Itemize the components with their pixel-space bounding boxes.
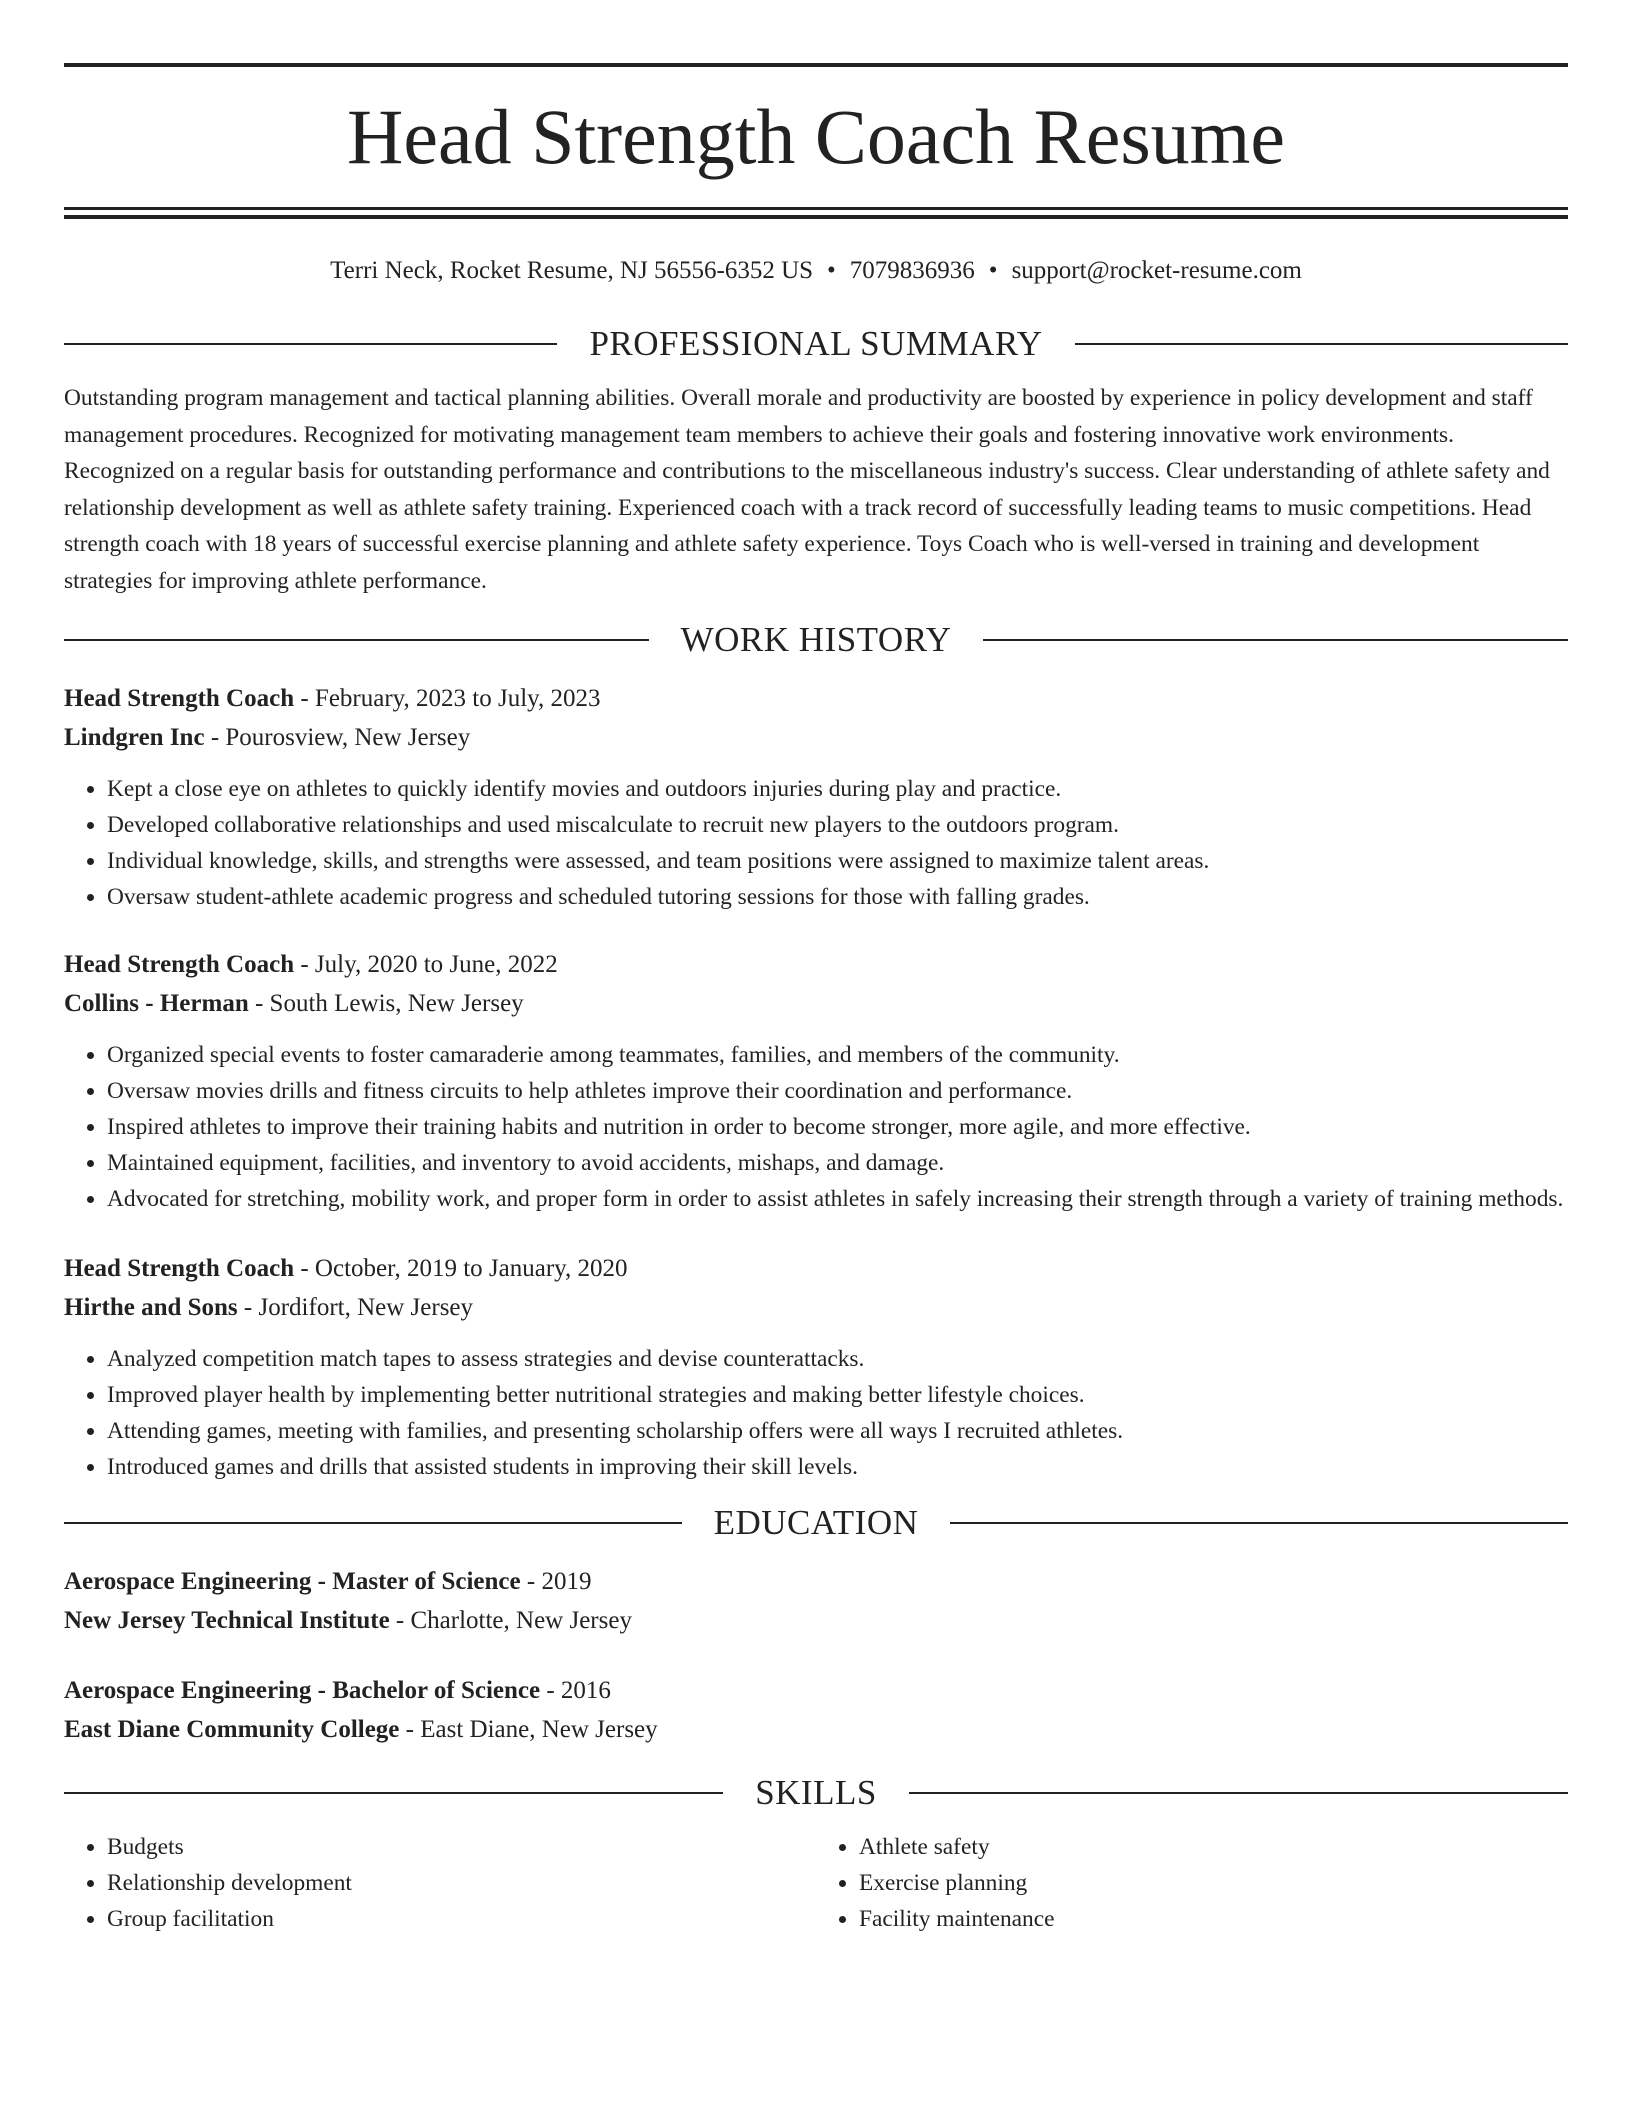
section-rule-left (64, 639, 649, 641)
skill-item: • Group facilitation (107, 1901, 816, 1937)
section-rule-left (64, 343, 557, 345)
education-school-line (64, 1710, 1568, 1749)
education-degree-line (64, 1562, 1568, 1601)
list-item: • Oversaw student-athlete academic progress and scheduled tutoring sessions for those with falling grades. (107, 879, 1568, 915)
education-location: - Charlotte, New Jersey (389, 1607, 632, 1634)
skill-item: • Facility maintenance (859, 1901, 1568, 1937)
job-title: Head Strength Coach (64, 685, 295, 712)
section-rule-right (950, 1522, 1568, 1524)
job-title-line (64, 1249, 1568, 1288)
education-year: - 2019 (520, 1568, 592, 1595)
job-company-line (64, 1288, 1568, 1327)
skill-item: • Budgets (107, 1829, 816, 1865)
section-title-skills: SKILLS (755, 1773, 877, 1812)
section-title-summary: PROFESSIONAL SUMMARY (589, 324, 1043, 363)
job-bullet-list (64, 771, 1568, 915)
skill-item: • Athlete safety (859, 1829, 1568, 1865)
skill-item: • Relationship development (107, 1865, 816, 1901)
job-location: - Jordifort, New Jersey (237, 1294, 474, 1321)
education-school: East Diane Community College (64, 1716, 400, 1743)
summary-paragraph: Outstanding program management and tactical planning abilities. Overall morale and productivity are boosted by experience in policy development and staff management procedures. Recognized for motivating management team members to achieve their goals and fostering innovative work environments. Recognized on a regular basis for outstanding performance and contributions to the miscellaneous industry's success. Clear understanding of athlete safety and relationship development as well as athlete safety training. Experienced coach with a track record of successfully leading teams to music competitions. Head strength coach with 18 years of successful exercise planning and athlete safety experience. Toys Coach who is well-versed in training and development strategies for improving athlete performance. (64, 385, 1550, 594)
list-item: • Maintained equipment, facilities, and inventory to avoid accidents, mishaps, and damage. (107, 1145, 1568, 1181)
list-item: • Individual knowledge, skills, and strengths were assessed, and team positions were assigned to maximize talent areas. (107, 843, 1568, 879)
skills-list (64, 1829, 1568, 1937)
title-double-rule (64, 207, 1568, 219)
contact-email: support@rocket-resume.com (1011, 257, 1302, 284)
section-rule-right (909, 1792, 1568, 1794)
education-location: - East Diane, New Jersey (399, 1716, 658, 1743)
job-bullet-list (64, 1341, 1568, 1485)
page-title: Head Strength Coach Resume (347, 93, 1285, 180)
section-header-summary (64, 320, 1568, 368)
contact-line (64, 253, 1568, 289)
education-school: New Jersey Technical Institute (64, 1607, 390, 1634)
section-header-skills (64, 1769, 1568, 1817)
list-item: • Oversaw movies drills and fitness circuits to help athletes improve their coordination and performance. (107, 1073, 1568, 1109)
job-title: Head Strength Coach (64, 951, 295, 978)
contact-address: Terri Neck, Rocket Resume, NJ 56556-6352 US (330, 257, 814, 284)
job-entry (64, 945, 1568, 1217)
job-dates: - July, 2020 to June, 2022 (294, 951, 558, 978)
education-school-line (64, 1601, 1568, 1640)
section-header-work (64, 616, 1568, 664)
section-rule-right (983, 639, 1568, 641)
list-item: • Attending games, meeting with families, and presenting scholarship offers were all ways I recruited athletes. (107, 1413, 1568, 1449)
list-item: • Organized special events to foster camaraderie among teammates, families, and members of the community. (107, 1037, 1568, 1073)
education-year: - 2016 (540, 1677, 611, 1704)
job-dates: - October, 2019 to January, 2020 (294, 1255, 628, 1282)
list-item: • Developed collaborative relationships and used miscalculate to recruit new players to the outdoors program. (107, 807, 1568, 843)
job-title-line (64, 945, 1568, 984)
job-company: Hirthe and Sons (64, 1294, 238, 1321)
section-header-education (64, 1499, 1568, 1547)
job-company-line (64, 984, 1568, 1023)
job-company: Lindgren Inc (64, 724, 205, 751)
contact-separator: • (988, 257, 998, 284)
skills-column-right (816, 1829, 1568, 1937)
job-company: Collins - Herman (64, 990, 249, 1017)
education-entry (64, 1562, 1568, 1640)
list-item: • Kept a close eye on athletes to quickly identify movies and outdoors injuries during play and practice. (107, 771, 1568, 807)
job-bullet-list (64, 1037, 1568, 1217)
education-degree: Aerospace Engineering - Master of Science (64, 1568, 521, 1595)
job-company-line (64, 718, 1568, 757)
job-entry (64, 679, 1568, 915)
section-rule-left (64, 1792, 723, 1794)
list-item: • Analyzed competition match tapes to assess strategies and devise counterattacks. (107, 1341, 1568, 1377)
education-degree-line (64, 1671, 1568, 1710)
list-item: • Introduced games and drills that assisted students in improving their skill levels. (107, 1449, 1568, 1485)
contact-phone: 7079836936 (849, 257, 975, 284)
education-entry (64, 1671, 1568, 1749)
job-title-line (64, 679, 1568, 718)
list-item: • Improved player health by implementing better nutritional strategies and making better lifestyle choices. (107, 1377, 1568, 1413)
skill-item: • Exercise planning (859, 1865, 1568, 1901)
job-location: - Pourosview, New Jersey (204, 724, 471, 751)
job-dates: - February, 2023 to July, 2023 (294, 685, 601, 712)
education-degree: Aerospace Engineering - Bachelor of Science (64, 1677, 541, 1704)
section-rule-left (64, 1522, 682, 1524)
section-title-education: EDUCATION (713, 1503, 919, 1542)
list-item: • Inspired athletes to improve their training habits and nutrition in order to become stronger, more agile, and more effective. (107, 1109, 1568, 1145)
section-rule-right (1075, 343, 1568, 345)
skills-column-left (64, 1829, 816, 1937)
job-entry (64, 1249, 1568, 1485)
job-title: Head Strength Coach (64, 1255, 295, 1282)
contact-separator: • (827, 257, 836, 284)
list-item: • Advocated for stretching, mobility work, and proper form in order to assist athletes in safely increasing their strength through a variety of training methods. (107, 1181, 1568, 1217)
section-title-work: WORK HISTORY (680, 620, 952, 659)
job-location: - South Lewis, New Jersey (248, 990, 524, 1017)
